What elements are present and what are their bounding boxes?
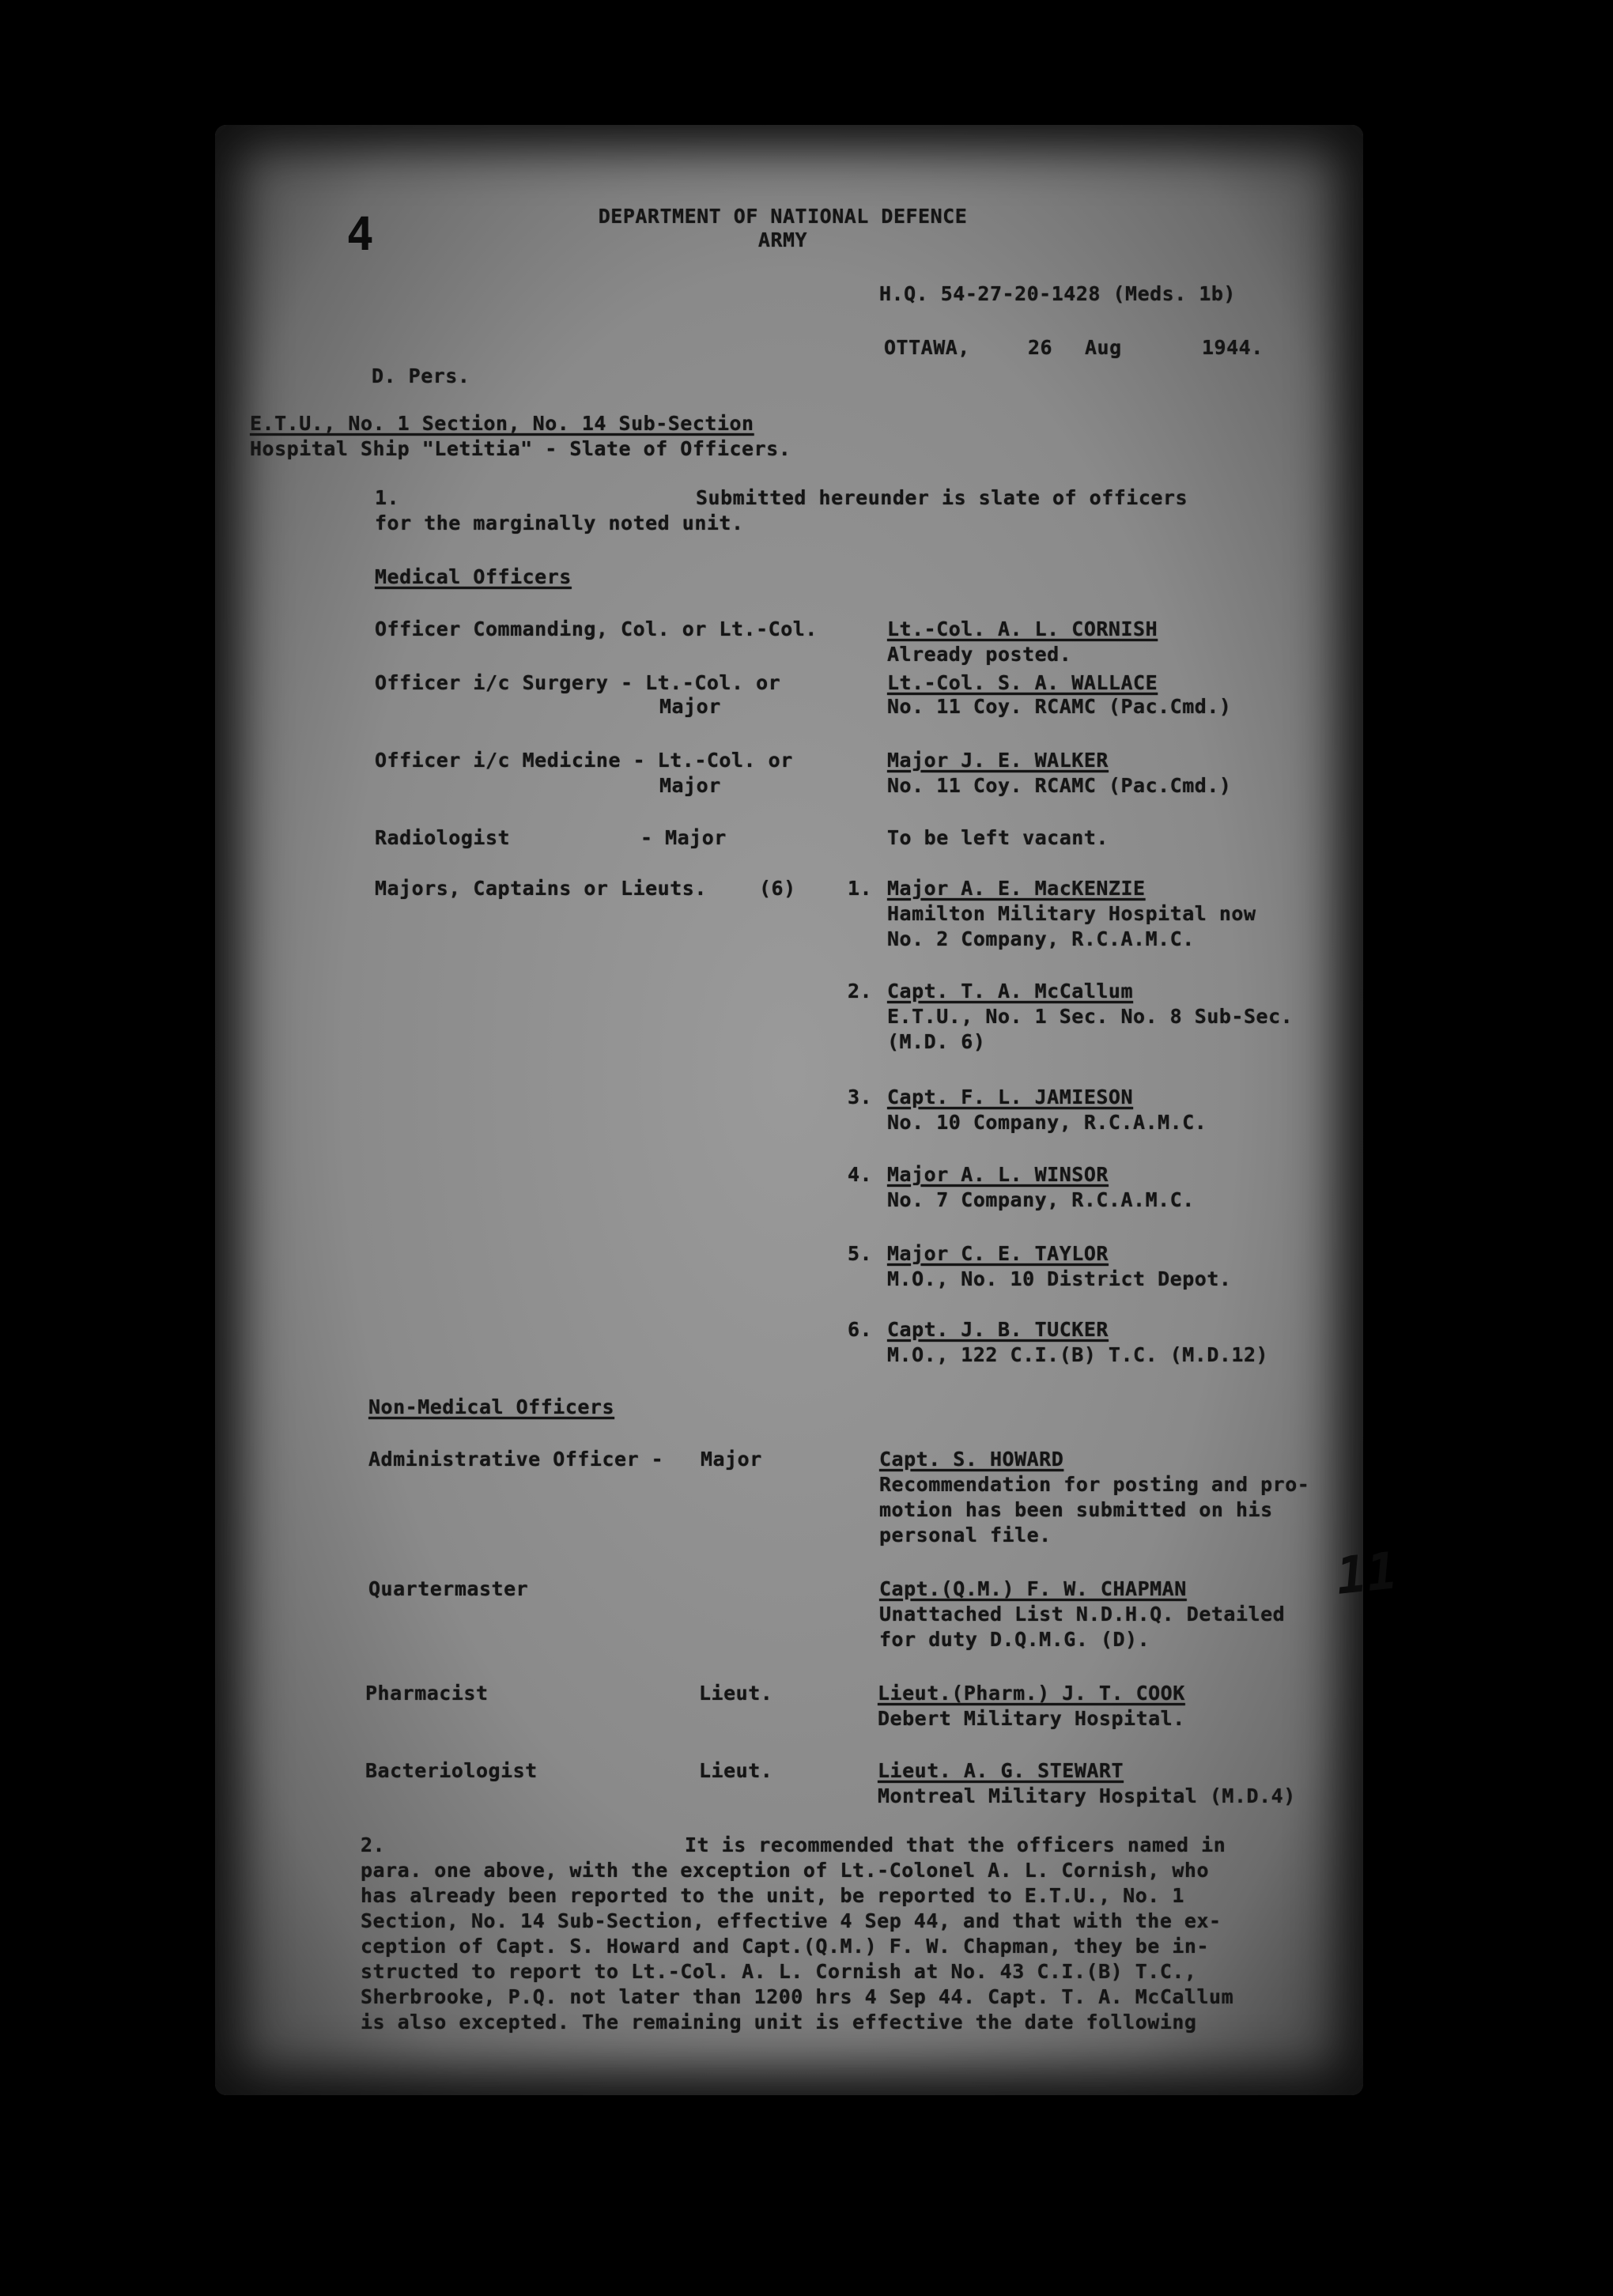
officer-note: Montreal Military Hospital (M.D.4)	[878, 1784, 1296, 1807]
officer-name: Capt. J. B. TUCKER	[887, 1318, 1109, 1341]
date-month: Aug	[1085, 336, 1122, 359]
slate-number: 2.	[848, 980, 873, 1003]
position-rank: Lieut.	[699, 1759, 773, 1782]
para2-line: structed to report to Lt.-Col. A. L. Cornish at No. 43 C.I.(B) T.C.,	[361, 1960, 1197, 1983]
officer-name: Capt. F. L. JAMIESON	[887, 1086, 1134, 1108]
service-heading: ARMY	[757, 228, 808, 251]
officer-note: No. 11 Coy. RCAMC (Pac.Cmd.)	[887, 774, 1232, 797]
officer-note: Already posted.	[887, 643, 1072, 666]
subject-line-2: Hospital Ship "Letitia" - Slate of Officers.	[250, 437, 791, 460]
officer-note: Unattached List N.D.H.Q. Detailed	[879, 1603, 1286, 1626]
position-rank: Lieut.	[699, 1682, 773, 1705]
para2-line: Sherbrooke, P.Q. not later than 1200 hrs 4 Sep 44. Capt. T. A. McCallum	[361, 1985, 1234, 2008]
position-label: Majors, Captains or Lieuts.	[375, 877, 707, 900]
officer-note: (M.D. 6)	[887, 1030, 986, 1053]
date-day: 26	[1028, 336, 1053, 359]
officer-note: motion has been submitted on his	[879, 1498, 1273, 1521]
officer-note: To be left vacant.	[887, 826, 1109, 849]
medical-officers-heading: Medical Officers	[375, 565, 572, 588]
officer-name: Lt.-Col. S. A. WALLACE	[887, 671, 1158, 694]
position-label: Radiologist	[375, 826, 511, 849]
para2-line: is also excepted. The remaining unit is effective the date following	[361, 2011, 1197, 2034]
position-label: Bacteriologist	[365, 1759, 538, 1782]
para2-line: Section, No. 14 Sub-Section, effective 4 Sep 44, and that with the ex-	[361, 1909, 1222, 1932]
para2-line: para. one above, with the exception of Lt.-Colonel A. L. Cornish, who	[361, 1859, 1210, 1882]
para2-line: It is recommended that the officers named in	[685, 1833, 1226, 1856]
officer-note: personal file.	[879, 1524, 1052, 1546]
position-label: Pharmacist	[365, 1682, 489, 1705]
para2-line: ception of Capt. S. Howard and Capt.(Q.M.) F. W. Chapman, they be in-	[361, 1935, 1210, 1958]
officer-note: for duty D.Q.M.G. (D).	[879, 1628, 1150, 1651]
non-medical-officers-heading: Non-Medical Officers	[368, 1395, 615, 1418]
slate-number: 4.	[848, 1163, 873, 1186]
officer-note: No. 7 Company, R.C.A.M.C.	[887, 1188, 1195, 1211]
officer-name: Lieut. A. G. STEWART	[878, 1759, 1124, 1782]
officer-name: Capt.(Q.M.) F. W. CHAPMAN	[879, 1577, 1187, 1600]
position-label: Officer Commanding, Col. or Lt.-Col.	[375, 617, 818, 640]
officer-note: M.O., 122 C.I.(B) T.C. (M.D.12)	[887, 1343, 1269, 1366]
para2-number: 2.	[361, 1833, 386, 1856]
officer-name: Capt. T. A. McCallum	[887, 980, 1134, 1003]
addressee: D. Pers.	[372, 364, 470, 387]
file-reference: H.Q. 54-27-20-1428 (Meds. 1b)	[879, 282, 1236, 305]
corner-mark: 4	[346, 207, 374, 261]
officer-note: M.O., No. 10 District Depot.	[887, 1267, 1232, 1290]
date-year: 1944.	[1202, 336, 1264, 359]
para1-number: 1.	[375, 486, 400, 509]
handwritten-margin-mark: 11	[1333, 1542, 1400, 1607]
para1-line-2: for the marginally noted unit.	[375, 512, 744, 534]
position-count: (6)	[759, 877, 796, 900]
position-label: Officer i/c Surgery - Lt.-Col. or	[375, 671, 781, 694]
officer-note: Debert Military Hospital.	[878, 1707, 1185, 1730]
officer-name: Major C. E. TAYLOR	[887, 1242, 1109, 1265]
officer-note: Recommendation for posting and pro-	[879, 1473, 1310, 1496]
subject-line-1: E.T.U., No. 1 Section, No. 14 Sub-Section	[250, 412, 754, 435]
para2-line: has already been reported to the unit, be reported to E.T.U., No. 1	[361, 1884, 1184, 1907]
officer-note: No. 11 Coy. RCAMC (Pac.Cmd.)	[887, 695, 1232, 718]
slate-number: 1.	[848, 877, 873, 900]
officer-name: Capt. S. HOWARD	[879, 1448, 1064, 1471]
position-label: Administrative Officer -	[368, 1448, 664, 1471]
department-heading: DEPARTMENT OF NATIONAL DEFENCE	[598, 205, 968, 228]
para1-line-1: Submitted hereunder is slate of officers	[696, 486, 1188, 509]
officer-name: Major A. L. WINSOR	[887, 1163, 1109, 1186]
position-rank: - Major	[640, 826, 727, 849]
officer-name: Lt.-Col. A. L. CORNISH	[887, 617, 1158, 640]
slate-number: 5.	[848, 1242, 873, 1265]
officer-name: Lieut.(Pharm.) J. T. COOK	[878, 1682, 1185, 1705]
position-rank: Major	[701, 1448, 762, 1471]
officer-note: No. 10 Company, R.C.A.M.C.	[887, 1111, 1207, 1134]
position-label: Quartermaster	[368, 1577, 529, 1600]
slate-number: 3.	[848, 1086, 873, 1108]
position-rank: Major	[659, 695, 721, 718]
officer-note: No. 2 Company, R.C.A.M.C.	[887, 927, 1195, 950]
officer-name: Major A. E. MacKENZIE	[887, 877, 1146, 900]
officer-name: Major J. E. WALKER	[887, 749, 1109, 772]
date-place: OTTAWA,	[884, 336, 970, 359]
position-label: Officer i/c Medicine - Lt.-Col. or	[375, 749, 793, 772]
officer-note: E.T.U., No. 1 Sec. No. 8 Sub-Sec.	[887, 1005, 1294, 1028]
officer-note: Hamilton Military Hospital now	[887, 902, 1256, 925]
slate-number: 6.	[848, 1318, 873, 1341]
position-rank: Major	[659, 774, 721, 797]
